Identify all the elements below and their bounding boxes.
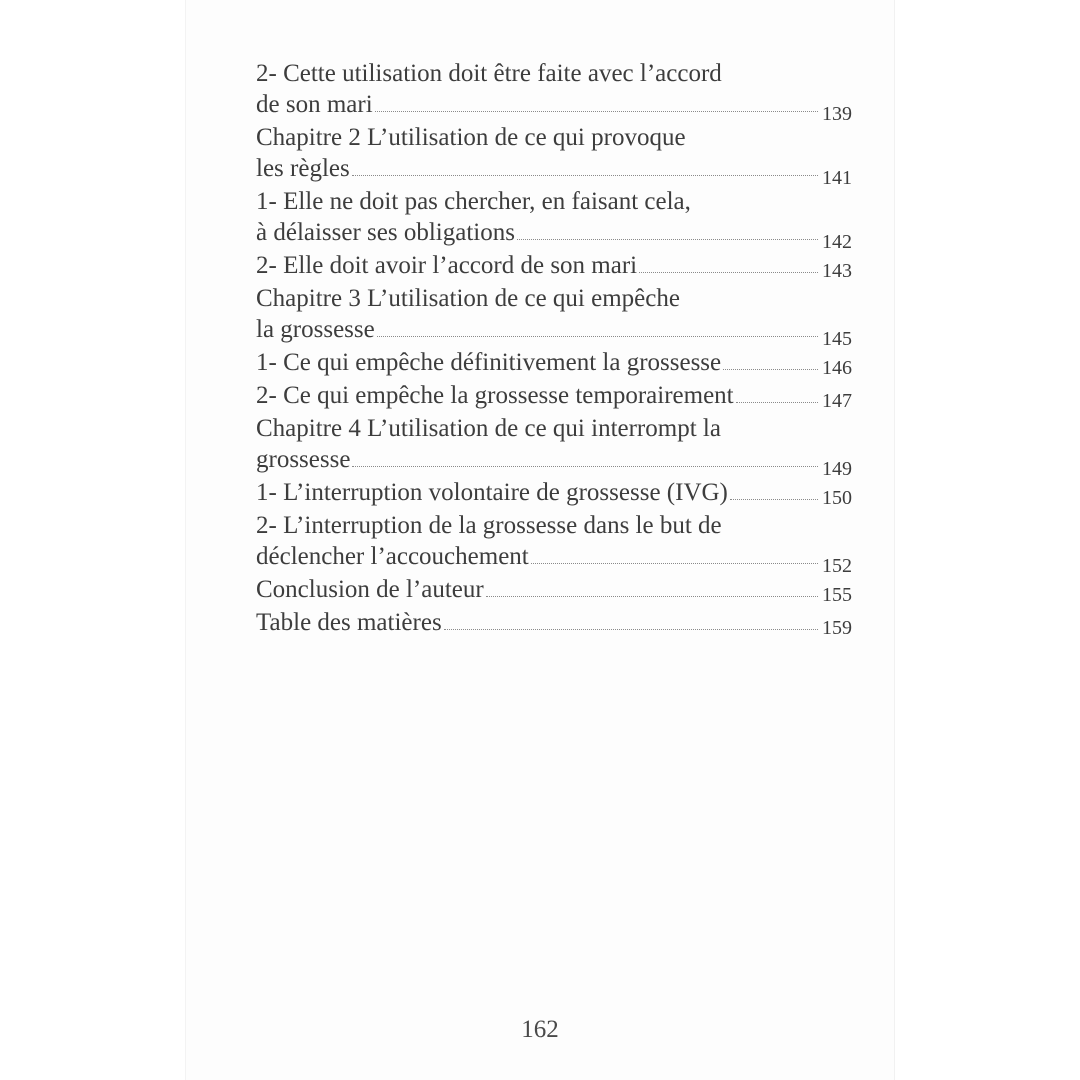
toc-entry-text: Table des matières [256, 609, 442, 636]
toc-entry-text: Conclusion de l’auteur [256, 576, 484, 603]
dotted-leader [486, 595, 818, 597]
toc-page-number: 139 [822, 103, 852, 125]
toc-page-number: 146 [822, 357, 852, 379]
toc-entry [256, 283, 852, 350]
toc-entry [256, 347, 852, 380]
toc-entry-text: Chapitre 2 L’utilisation de ce qui provoque [256, 124, 686, 151]
toc-entry-text: grossesse [256, 446, 351, 473]
toc-entry-text: de son mari [256, 91, 373, 118]
table-of-contents [256, 58, 852, 640]
toc-entry [256, 413, 852, 480]
dotted-leader [517, 238, 818, 240]
toc-entry [256, 607, 852, 640]
toc-entry-text: Chapitre 4 L’utilisation de ce qui interrompt la [256, 415, 721, 442]
toc-entry [256, 250, 852, 283]
toc-entry-text: 2- Elle doit avoir l’accord de son mari [256, 252, 638, 279]
dotted-leader [352, 174, 818, 176]
dotted-leader [531, 562, 818, 564]
toc-page-number: 149 [822, 458, 852, 480]
toc-page-number: 152 [822, 555, 852, 577]
toc-entry-text: déclencher l’accouchement [256, 543, 529, 570]
toc-entry [256, 58, 852, 125]
toc-page-number: 141 [822, 167, 852, 189]
toc-entry [256, 122, 852, 189]
dotted-leader [730, 498, 818, 500]
toc-page-number: 159 [822, 617, 852, 639]
page-number: 162 [521, 1016, 559, 1043]
toc-entry [256, 186, 852, 253]
toc-entry-text: 1- L’interruption volontaire de grossesse (IVG) [256, 479, 728, 506]
toc-entry-text: la grossesse [256, 316, 375, 343]
toc-page-number: 147 [822, 390, 852, 412]
dotted-leader [377, 335, 818, 337]
toc-entry-text: à délaisser ses obligations [256, 219, 515, 246]
toc-page-number: 142 [822, 231, 852, 253]
toc-entry-text: 2- Ce qui empêche la grossesse temporairement [256, 382, 734, 409]
toc-page-number: 150 [822, 487, 852, 509]
toc-entry-text: les règles [256, 155, 350, 182]
toc-entry-text: 2- L’interruption de la grossesse dans le but de [256, 512, 722, 539]
dotted-leader [352, 465, 818, 467]
toc-entry-text: 2- Cette utilisation doit être faite avec l’accord [256, 60, 722, 87]
toc-entry-text: Chapitre 3 L’utilisation de ce qui empêche [256, 285, 680, 312]
dotted-leader [723, 368, 818, 370]
dotted-leader [639, 271, 818, 273]
dotted-leader [444, 628, 818, 630]
toc-entry-text: 1- Ce qui empêche définitivement la grossesse [256, 349, 722, 376]
toc-entry [256, 477, 852, 510]
toc-page-number: 143 [822, 260, 852, 282]
toc-page-number: 155 [822, 584, 852, 606]
toc-entry [256, 380, 852, 413]
dotted-leader [736, 401, 818, 403]
toc-entry [256, 510, 852, 577]
toc-page-number: 145 [822, 328, 852, 350]
dotted-leader [375, 110, 818, 112]
toc-entry [256, 574, 852, 607]
toc-entry-text: 1- Elle ne doit pas chercher, en faisant cela, [256, 188, 691, 215]
